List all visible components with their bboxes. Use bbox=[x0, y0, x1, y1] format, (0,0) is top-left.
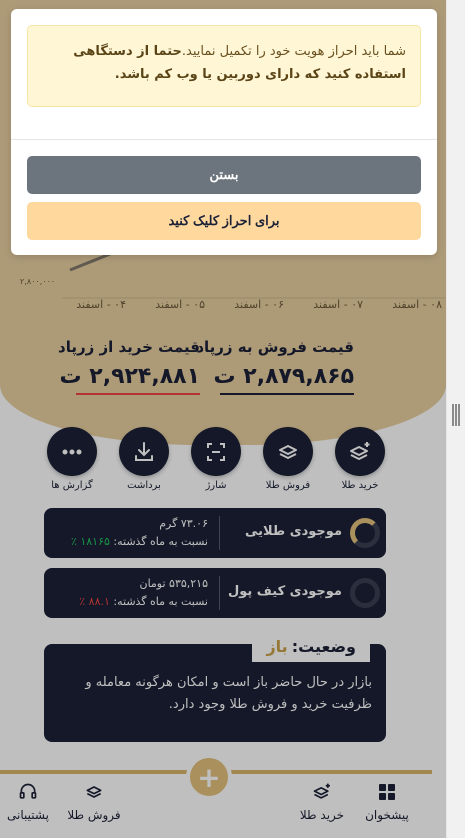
wallet-balance-title: موجودی کیف پول bbox=[227, 584, 342, 599]
chart-x-tick: ۰۸ - اسفند bbox=[392, 298, 442, 311]
verification-alert bbox=[27, 25, 421, 107]
nav-label: فروش طلا bbox=[67, 808, 121, 822]
change-value: ۸۸.۱ ٪ bbox=[79, 595, 110, 608]
gold-balance-title: موجودی طلایی bbox=[245, 524, 342, 539]
chart-x-tick: ۰۴ - اسفند bbox=[76, 298, 126, 311]
change-label: نسبت به ماه گذشته: bbox=[113, 595, 208, 608]
chart-x-tick: ۰۷ - اسفند bbox=[313, 298, 363, 311]
alert-text: شما باید احراز هویت خود را تکمیل نمایید. bbox=[181, 44, 406, 59]
close-button[interactable]: بستن bbox=[27, 156, 421, 194]
change-label: نسبت به ماه گذشته: bbox=[113, 535, 208, 548]
status-value: باز bbox=[266, 636, 288, 656]
fab-add-button[interactable]: + bbox=[186, 754, 232, 800]
status-label: وضعیت: bbox=[291, 636, 356, 656]
action-label: برداشت bbox=[127, 480, 161, 491]
page-scrollbar[interactable] bbox=[446, 0, 465, 838]
action-label: خرید طلا bbox=[341, 480, 379, 491]
action-label: شارژ bbox=[205, 480, 227, 491]
chart-x-tick: ۰۶ - اسفند bbox=[234, 298, 284, 311]
change-value: ۱۸۱۶۵ ٪ bbox=[70, 535, 110, 548]
market-status-text: بازار در حال حاضر باز است و امکان هرگونه معامله و ظرفیت خرید و فروش طلا وجود دارد. bbox=[85, 675, 372, 712]
action-label: فروش طلا bbox=[265, 480, 311, 491]
scrollbar-grip[interactable] bbox=[452, 404, 460, 426]
modal-divider bbox=[11, 139, 437, 140]
verification-modal bbox=[11, 9, 437, 255]
action-label: گزارش ها bbox=[51, 480, 93, 491]
sell-price-label: قیمت فروش به زرپاد bbox=[196, 338, 354, 356]
buy-price-label: قیمت خرید از زرپاد bbox=[58, 338, 200, 356]
nav-label: خرید طلا bbox=[299, 808, 345, 822]
chart-y-tick: ۲,۸۰۰,۰۰۰ bbox=[20, 277, 56, 286]
alert-bold-text: حتما از دستگاهی استفاده کنید که دارای دوربین یا وب کم باشد. bbox=[73, 44, 406, 82]
chart-x-tick: ۰۵ - اسفند bbox=[155, 298, 205, 311]
sell-price-value: ۲,۸۷۹,۸۶۵ ت bbox=[213, 364, 354, 389]
verify-button[interactable]: برای احراز کلیک کنید bbox=[27, 202, 421, 240]
gold-balance-amount: ۷۳.۰۶ گرم bbox=[159, 517, 208, 530]
nav-label: پشتیبانی bbox=[7, 808, 49, 822]
wallet-balance-amount: ۵۳۵,۲۱۵ تومان bbox=[139, 577, 208, 590]
buy-price-value: ۲,۹۲۴,۸۸۱ ت bbox=[59, 364, 200, 389]
nav-label: پیشخوان bbox=[365, 808, 409, 822]
